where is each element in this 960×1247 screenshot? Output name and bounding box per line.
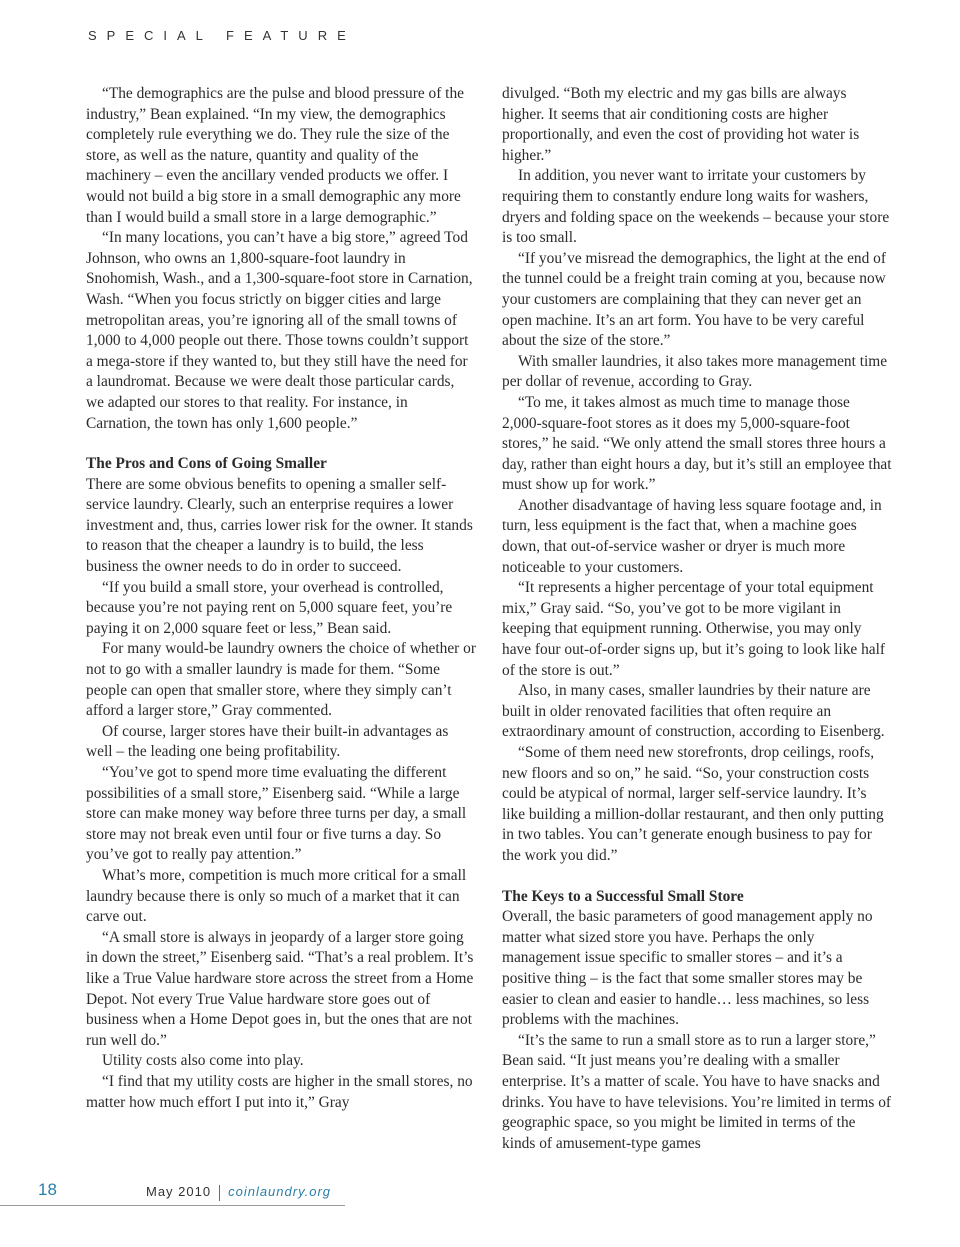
paragraph: “I find that my utility costs are higher in the small stores, no matter how much effort I put into it,” Gray — [86, 1072, 473, 1111]
paragraph: “It represents a higher percentage of your total equipment mix,” Gray said. “So, you’ve got to be more vigilant in keeping that equipment running. Otherwise, you may only have four out-of-order signs up, but it’s going to look like half of the store is out.” — [502, 579, 885, 679]
paragraph: For many would-be laundry owners the choice of whether or not to go with a smaller laundry is made for them. “Some people can open that smaller store, where they simply can’t afford a larger store,” Gray commented. — [86, 640, 476, 720]
paragraph: “If you build a small store, your overhead is controlled, because you’re not paying rent on 5,000 square feet, you’re paying it on 2,000 square feet or less,” Bean said. — [86, 578, 453, 637]
paragraph: “Some of them need new storefronts, drop ceilings, roofs, new floors and so on,” he said. “So, your construction costs could be atypical of normal, larger self-service laundry. It’s like building a million-dollar restaurant, and then only putting in two tables. You can’t generate enough business to pay for the work you did.” — [502, 744, 884, 864]
paragraph: divulged. “Both my electric and my gas bills are always higher. It seems that air conditioning costs are higher proportionally, and even the cost of providing hot water is higher.” — [502, 85, 860, 164]
paragraph: Of course, larger stores have their built-in advantages as well – the leading one being profitability. — [86, 722, 449, 761]
left-column — [86, 84, 476, 1113]
paragraph: There are some obvious benefits to opening a smaller self-service laundry. Clearly, such an enterprise requires a lower investment and, thus, carries lower risk for the owner. It stands to reason that the cheaper a laundry is to build, the less business the owner needs to do in order to succeed. — [86, 475, 473, 576]
paragraph: Also, in many cases, smaller laundries by their nature are built in older renovated facilities that often require an extraordinary amount of construction, according to Eisenberg. — [502, 682, 885, 741]
section-header: SPECIAL FEATURE — [88, 28, 356, 43]
paragraph: Another disadvantage of having less square footage and, in turn, less equipment is the fact that, when a machine goes down, that out-of-service washer or dryer is much more noticeable to your customers. — [502, 496, 882, 576]
paragraph: What’s more, competition is much more critical for a small laundry because there is only so much of a market that it can carve out. — [86, 866, 467, 926]
right-column — [502, 84, 892, 1154]
paragraph: Overall, the basic parameters of good management apply no matter what sized store you have. Perhaps the only management issue specific to smaller stores – and it’s a positive thing – is the fact that some smaller stores may be easier to clean and easier to handle… less machines, so less problems with the machines. — [502, 908, 873, 1029]
paragraph: “The demographics are the pulse and blood pressure of the industry,” Bean explained. “In my view, the demographics completely rule everything we do. They rule the size of the store, as well as the nature, quantity and quality of the machinery – even the ancillary vended products we offer. I would not build a big store in a small demographic any more than I would build a small store in a large demographic.” — [86, 85, 464, 226]
section-heading: The Keys to a Successful Small Store — [502, 887, 744, 905]
paragraph: “To me, it takes almost as much time to manage those 2,000-square-foot stores as it does my 5,000-square-foot stores,” he said. “We only attend the small stores three hours a day, rather than eight hours a day, but it’s still an employee that must show up for work.” — [502, 393, 892, 494]
paragraph: “In many locations, you can’t have a big store,” agreed Tod Johnson, who owns an 1,800-square-foot laundry in Snohomish, Wash., and a 1,300-square-foot store in Carnation, Wash. “When you focus strictly on bigger cities and large metropolitan areas, you’re ignoring all of the small towns of 1,000 to 4,000 people out there. Those towns couldn’t support a mega-store if they wanted to, but they still have the need for a laundromat. Because we were dealt those particular cards, we adapted our stores to that reality. For instance, in Carnation, the town has only 1,600 people.” — [86, 229, 473, 432]
paragraph: Utility costs also come into play. — [102, 1052, 304, 1070]
paragraph: “You’ve got to spend more time evaluating the different possibilities of a small store,” Eisenberg said. “While a large store can make money way before three turns per day, a small store may not break even until four or five turns a day. So you’ve got to really pay attention.” — [86, 764, 467, 864]
paragraph: “If you’ve misread the demographics, the light at the end of the tunnel could be a freight train coming at you, because now your customers are complaining that they can never get an open machine. It’s an art form. You have to be very careful about the size of the store.” — [502, 249, 886, 350]
paragraph: In addition, you never want to irritate your customers by requiring them to constantly endure long waits for washers, dryers and folding space on the weekends – because your store is too small. — [502, 167, 890, 247]
page-number: 18 — [38, 1180, 57, 1199]
paragraph: “It’s the same to run a small store as to run a larger store,” Bean said. “It just means you’re dealing with a smaller enterprise. It’s a matter of scale. You have to have snacks and drinks. You have to have televisions. You’re limited in terms of geographic space, so you might be limited in terms of the kinds of amusement-type games — [502, 1031, 892, 1152]
website-link[interactable]: coinlaundry.org — [228, 1184, 332, 1199]
paragraph: With smaller laundries, it also takes more management time per dollar of revenue, according to Gray. — [502, 352, 888, 391]
paragraph: “A small store is always in jeopardy of a larger store going in down the street,” Eisenberg said. “That’s a real problem. It’s like a True Value hardware store across the street from a Home Depot. Not every True Value hardware store goes out of business when a Home Depot goes in, but the ones that are not run well do.” — [86, 928, 474, 1049]
footer-rule — [0, 1205, 345, 1206]
issue-date: May 2010 — [146, 1184, 212, 1199]
section-heading: The Pros and Cons of Going Smaller — [86, 455, 327, 473]
footer-publication — [146, 1184, 331, 1201]
footer-divider — [219, 1185, 220, 1201]
